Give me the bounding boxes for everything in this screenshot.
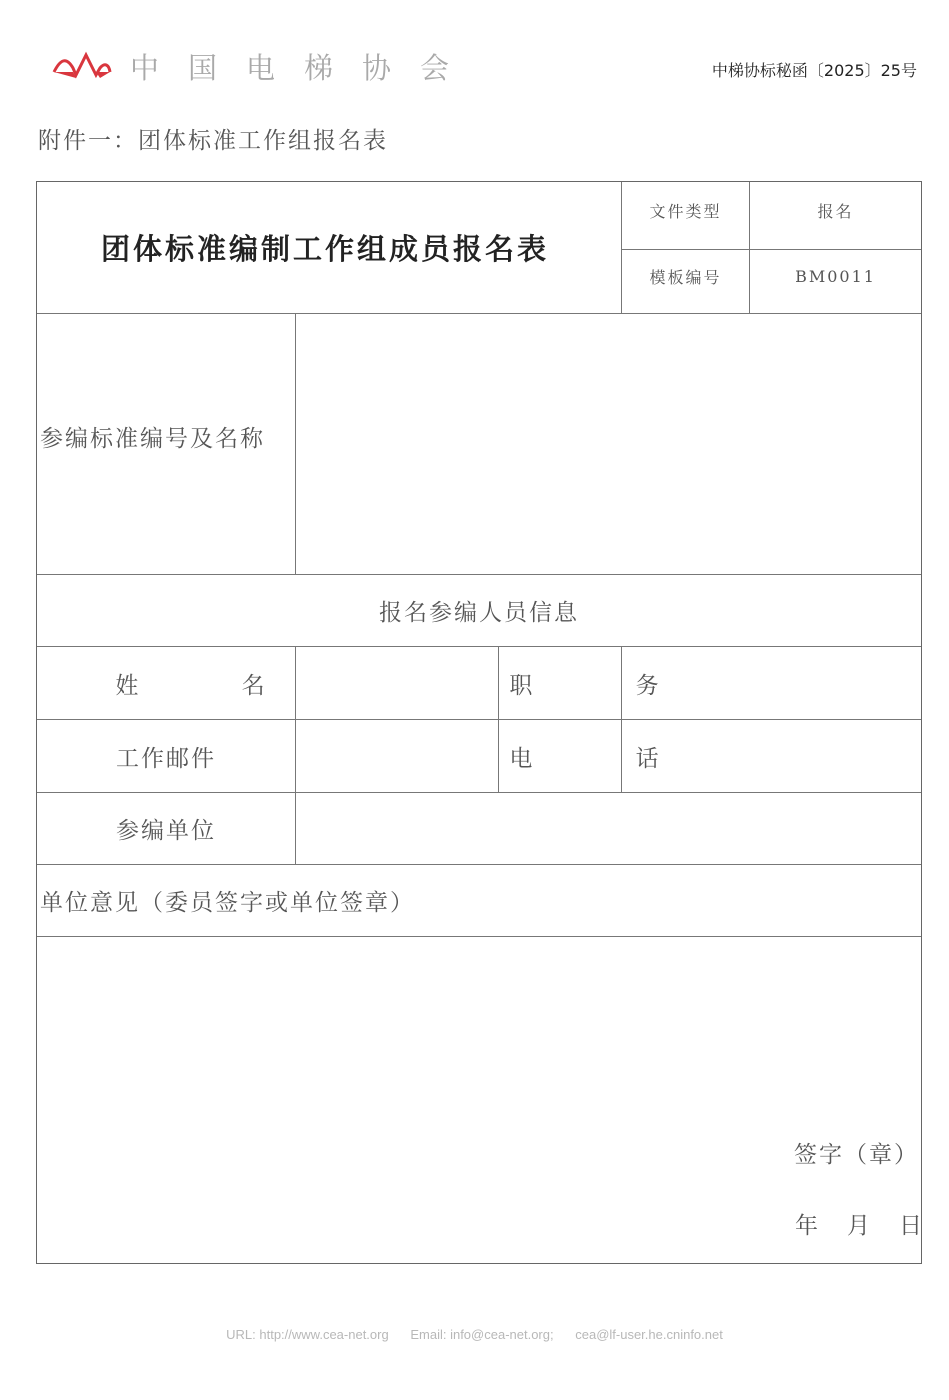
position-field[interactable] <box>622 647 921 719</box>
phone-field[interactable] <box>622 720 921 792</box>
organization-logo <box>52 46 479 86</box>
standard-name-label: 参编标准编号及名称 <box>40 425 265 452</box>
form-title: 团体标准编制工作组成员报名表 <box>101 231 550 266</box>
standard-name-field[interactable] <box>296 314 921 574</box>
position-label: 职 务 <box>509 672 707 699</box>
website-url: URL: http://www.cea-net.org <box>226 1327 389 1342</box>
contact-footer <box>0 1327 949 1342</box>
date-year-label: 年 <box>795 1212 820 1239</box>
elevator-logo-icon <box>52 50 112 82</box>
name-label: 姓 名 <box>115 672 313 699</box>
organization-name: 中国电梯协会 <box>130 51 479 85</box>
phone-label: 电 话 <box>509 745 707 772</box>
date-month-label: 月 <box>847 1212 872 1239</box>
signature-seal-label: 签字（章） <box>794 1141 919 1168</box>
unit-opinion-field[interactable] <box>37 937 921 1263</box>
meta-divider <box>621 249 921 250</box>
participating-unit-field[interactable] <box>296 793 921 864</box>
contact-email: Email: info@cea-net.org; <box>410 1327 554 1342</box>
alternate-email: cea@lf-user.he.cninfo.net <box>575 1327 723 1342</box>
template-number-value: BM0011 <box>795 266 876 286</box>
name-field[interactable] <box>296 647 498 719</box>
unit-opinion-label: 单位意见（委员签字或单位签章） <box>40 890 415 916</box>
registration-form <box>36 181 922 1264</box>
document-number: 中梯协标秘函〔2025〕25号 <box>711 61 917 80</box>
participating-unit-label: 参编单位 <box>116 818 216 844</box>
file-type-value: 报名 <box>817 201 854 221</box>
participant-info-heading: 报名参编人员信息 <box>379 600 579 626</box>
file-type-label: 文件类型 <box>649 201 722 221</box>
work-email-field[interactable] <box>296 720 498 792</box>
date-day-label: 日 <box>899 1212 924 1239</box>
template-number-label: 模板编号 <box>649 267 722 287</box>
attachment-title: 附件一：团体标准工作组报名表 <box>38 128 388 154</box>
work-email-label: 工作邮件 <box>116 745 216 772</box>
